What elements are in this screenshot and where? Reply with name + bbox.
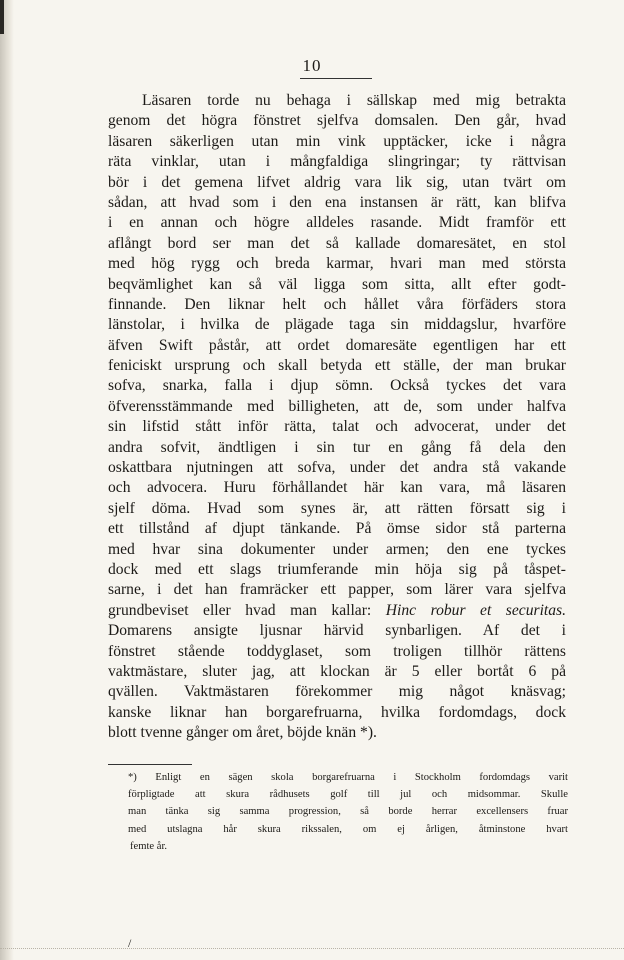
body-line: andra sofvit, ändtligen i sin tur en gång få dela den [108,438,566,456]
body-line: fönstret stående toddyglaset, som troligen tillhör rättens [108,642,566,660]
body-line: blott tvenne gånger om året, böjde knän *). [108,724,377,742]
scan-bottom-edge [0,948,624,950]
body-line: sjelf döma. Hvad som synes är, att rätten försatt sig i [108,499,566,517]
body-line: sofva, snarka, falla i djup sömn. Också tyckes det vara [108,377,566,395]
footnote-rule [108,764,192,765]
footnote-line: man tänka sig samma progression, så borde herrar excellensers fruar [128,806,568,818]
footnote-line: med utslagna hår skura rikssalen, om ej årligen, åtminstone hvart [128,823,568,835]
body-line: Läsaren torde nu behaga i sällskap med mig betrakta [142,92,566,109]
footnotes [128,769,568,855]
page-number: 10 [302,56,322,75]
body-line: dock med ett slags triumferande min höja sig på tåspet- [108,560,566,578]
body-line: kanske liknar han borgarefruarna, hvilka fordomdags, dock [108,703,566,721]
body-line: räta vinklar, utan i mångfaldiga slingringar; ty rättvisan [108,153,566,171]
body-line: sarne, i det han framräcker ett papper, som lärer vara sjelfva [108,581,566,599]
body-text [108,91,566,744]
body-line: äfven Swift påstår, att ordet domaresäte egentligen har ett [108,336,566,354]
page-number-rule [300,78,372,79]
footnote-line: femte år. [130,840,168,852]
body-line: sin lifstid stått inför rätta, talat och advocerat, under det [108,418,566,436]
body-line: finnande. Den liknar helt och hållet våra förfäders stora [108,295,566,313]
body-line: vaktmästare, sluter jag, att klockan är 5 eller bortåt 6 på [108,662,566,680]
body-line: och advocera. Huru förhållandet här kan vara, må läsaren [108,479,566,497]
body-line: läsaren säkerligen utan min vink upptäcker, icke i några [108,132,566,150]
body-line: aflångt bord ser man det så kallade domaresätet, en stol [108,234,566,252]
footnote-line: *) Enligt en sägen skola borgarefruarna i Stockholm fordomdags varit [128,772,568,783]
body-line: ett tillstånd af djupt tänkande. På ömse sidor stå parterna [108,520,566,538]
body-line: öfverensstämmande med billigheten, att de, som under halfva [108,397,566,415]
binding-mark [0,0,4,34]
body-line: beqvämlighet kan så väl ligga som sitta, allt efter godt- [108,275,566,293]
body-line: bör i det gemena lifvet aldrig vara lik sig, utan tvärt om [108,173,566,191]
footnote-line: förpligtade att skura rådhusets golf till jul och midsommar. Skulle [128,789,568,801]
body-line: med hvar sina dokumenter under armen; den ene tyckes [108,540,566,558]
stray-pen-mark: / [128,936,132,950]
body-line: grundbeviset eller hvad man kallar: Hinc robur et securitas. [108,601,566,619]
page-edge-shadow [0,0,14,960]
body-line: qvällen. Vaktmästaren förekommer mig något knäsvag; [108,683,566,701]
body-line: Domarens ansigte ljusnar härvid synbarligen. Af det i [108,622,566,640]
body-line: i en annan och högre alldeles rasande. Midt framför ett [108,214,566,232]
body-line: genom det högra fönstret sjelfva domsalen. Den går, hvad [108,112,566,130]
body-line: sådan, att hvad som i den ena instansen är rätt, kan blifva [108,193,566,211]
body-line: länstolar, i hvilka de plägade taga sin middagslur, hvarföre [108,316,566,334]
body-line: oskattbara njutningen att sofva, under det andra stå vakande [108,459,566,477]
body-line: med hög rygg och breda karmar, hvari man med största [108,255,566,273]
body-line: feniciskt ursprung och skall betyda ett ställe, der man brukar [108,357,566,375]
